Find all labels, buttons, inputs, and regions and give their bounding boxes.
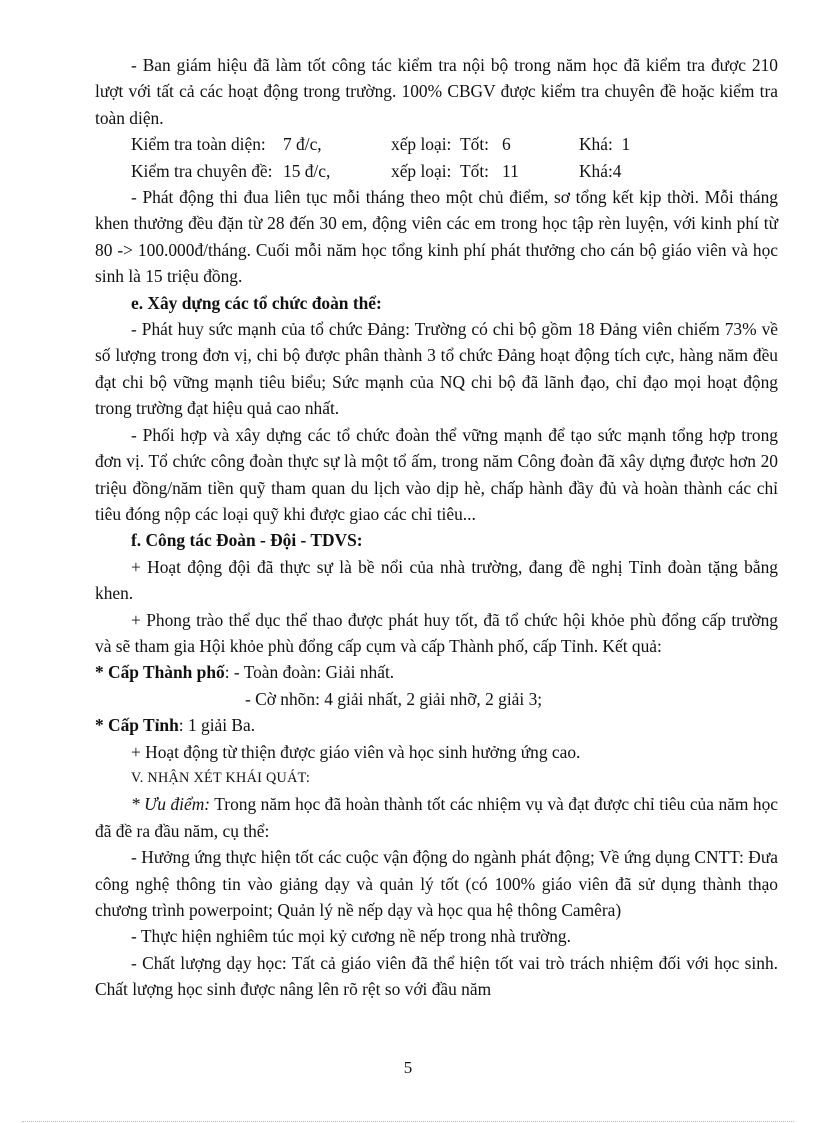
paragraph-inspection: - Ban giám hiệu đã làm tốt công tác kiểm tra nội bộ trong năm học đã kiểm tra được 210 lượt với tất cả các hoạt động trong trường. 100% CBGV được kiểm tra chuyên đề hoặc kiểm tra toàn diện. bbox=[95, 55, 778, 128]
check-count: 7 đ/c, bbox=[283, 134, 322, 155]
page-number: 5 bbox=[403, 1058, 413, 1077]
check-good: Tốt: 11 bbox=[460, 160, 519, 181]
check-row-comprehensive bbox=[95, 131, 778, 157]
footer-divider bbox=[22, 1121, 794, 1122]
paragraph-team-activity: + Hoạt động đội đã thực sự là bề nổi của nhà trường, đang đề nghị Tỉnh đoàn tặng bằng khen. bbox=[95, 556, 778, 604]
check-count: 15 đ/c, bbox=[283, 160, 331, 181]
paragraph-quality: - Chất lượng dạy học: Tất cả giáo viên đã thể hiện tốt vai trò trách nhiệm đối với học sinh. Chất lượng học sinh được nâng lên rõ rệt so với đầu năm bbox=[95, 952, 778, 1000]
strengths-text: Trong năm học đã hoàn thành tốt các nhiệm vụ và đạt được chỉ tiêu của năm học đã đề ra đầu năm, cụ thể: bbox=[95, 794, 778, 841]
strengths-label: * Ưu điểm: bbox=[131, 794, 211, 815]
paragraph-party: - Phát huy sức mạnh của tổ chức Đảng: Trường có chi bộ gồm 18 Đảng viên chiếm 73% về số lượng trong đơn vị, chi bộ được phân thành 3 tổ chức Đảng hoạt động tích cực, hàng năm đều đạt chi bộ vững mạnh tiêu biểu; Sức mạnh của NQ chi bộ đã lãnh đạo, chỉ đạo mọi hoạt động trong trường đạt hiệu quả cao nhất. bbox=[95, 319, 778, 419]
check-fair: Khá: 1 bbox=[579, 134, 631, 155]
check-rank: xếp loại: bbox=[391, 160, 452, 181]
heading-overview: V. NHẬN XÉT KHÁI QUÁT: bbox=[131, 769, 311, 786]
paragraph-emulation: - Phát động thi đua liên tục mỗi tháng theo một chủ điểm, sơ tổng kết kịp thời. Mỗi tháng khen thưởng đều đặn từ 28 đến 30 em, động viên các em trong học tập rèn luyện, với kinh phí từ 80 -> 100.000đ/tháng. Cuối mỗi năm học tổng kinh phí phát thưởng cho cán bộ giáo viên và học sinh là 15 triệu đồng. bbox=[95, 187, 778, 287]
province-label: * Cấp Tỉnh bbox=[95, 715, 179, 736]
paragraph-it: - Hưởng ứng thực hiện tốt các cuộc vận động do ngành phát động; Về ứng dụng CNTT: Đưa công nghệ thông tin vào giảng dạy và quản lý tốt (có 100% giáo viên đã sử dụng thành thạo chương trình powerpoint; Quản lý nề nếp dạy và học qua hệ thông Camêra) bbox=[95, 847, 778, 920]
heading-youth: f. Công tác Đoàn - Đội - TDVS: bbox=[131, 530, 363, 551]
check-rank: xếp loại: bbox=[391, 134, 452, 155]
province-result: : 1 giải Ba. bbox=[178, 715, 256, 736]
check-label: Kiểm tra chuyên đề: bbox=[131, 160, 273, 181]
check-row-thematic bbox=[95, 158, 778, 184]
paragraph-union: - Phối hợp và xây dựng các tổ chức đoàn thể vững mạnh để tạo sức mạnh tổng hợp trong đơn vị. Tổ chức công đoàn thực sự là một tổ ấm, trong năm Công đoàn đã xây dựng được hơn 20 triệu đồng/năm tiền quỹ tham quan du lịch vào dịp hè, chấp hành đầy đủ và hoàn thành các chỉ tiêu đóng nộp các loại quỹ khi được giao các chỉ tiêu... bbox=[95, 424, 778, 524]
page-content bbox=[95, 52, 778, 1003]
check-fair: Khá:4 bbox=[579, 160, 622, 181]
check-good: Tốt: 6 bbox=[460, 134, 511, 155]
check-label: Kiểm tra toàn diện: bbox=[131, 134, 266, 155]
paragraph-charity: + Hoạt động từ thiện được giáo viên và học sinh hưởng ứng cao. bbox=[131, 741, 581, 762]
city-label: * Cấp Thành phố bbox=[95, 662, 225, 683]
city-result: : - Toàn đoàn: Giải nhất. bbox=[224, 662, 395, 683]
province-result-line bbox=[95, 712, 778, 738]
paragraph-strengths bbox=[95, 791, 778, 844]
heading-organizations: e. Xây dựng các tổ chức đoàn thể: bbox=[131, 292, 382, 313]
paragraph-sports: + Phong trào thể dục thể thao được phát huy tốt, đã tổ chức hội khỏe phù đổng cấp trường và sẽ tham gia Hội khỏe phù đổng cấp cụm và cấp Thành phố, cấp Tỉnh. Kết quả: bbox=[95, 609, 778, 656]
city-chess-result: - Cờ nhõn: 4 giải nhất, 2 giải nhỡ, 2 giải 3; bbox=[245, 688, 543, 709]
city-result-line bbox=[95, 659, 778, 685]
paragraph-discipline: - Thực hiện nghiêm túc mọi kỷ cương nề nếp trong nhà trường. bbox=[131, 926, 571, 947]
